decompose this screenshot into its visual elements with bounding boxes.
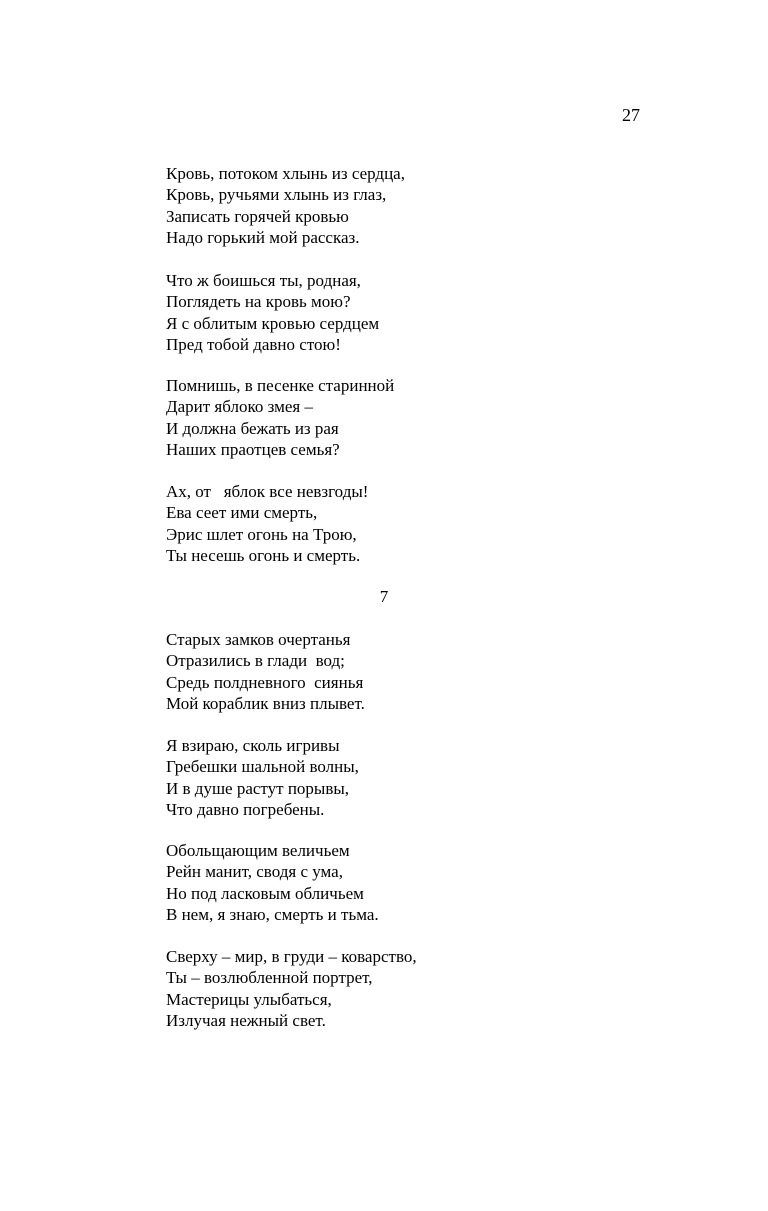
verse-line: Надо горький мой рассказ. — [166, 227, 360, 247]
verse-line: Записать горячей кровью — [166, 206, 349, 226]
poem-7-stanza-1 — [166, 629, 365, 714]
verse-line: Я с облитым кровью сердцем — [166, 313, 380, 333]
poem-7-stanza-2 — [166, 735, 359, 820]
verse-line: Пред тобой давно стою! — [166, 334, 341, 354]
verse-line: Ты – возлюбленной портрет, — [166, 968, 373, 988]
verse-line: Ева сеет ими смерть, — [166, 503, 318, 523]
poem-6-stanza-1 — [166, 163, 405, 248]
poem-7-stanza-3 — [166, 840, 379, 925]
verse-line: Ах, от яблок все невзгоды! — [166, 482, 369, 501]
verse-line: В нем, я знаю, смерть и тьма. — [166, 904, 379, 924]
verse-line: Дарит яблоко змея – — [166, 397, 313, 417]
verse-line: Ты несешь огонь и смерть. — [166, 545, 361, 565]
verse-line: Что ж боишься ты, родная, — [166, 271, 361, 290]
verse-line: Отразились в глади вод; — [166, 651, 345, 671]
verse-line: Эрис шлет огонь на Трою, — [166, 524, 357, 544]
verse-line: Что давно погребены. — [166, 799, 325, 819]
verse-line: Старых замков очертанья — [166, 630, 351, 649]
verse-line: Но под ласковым обличьем — [166, 883, 364, 903]
verse-line: Гребешки шальной волны, — [166, 757, 359, 777]
verse-line: Излучая нежный свет. — [166, 1010, 326, 1030]
verse-line: И должна бежать из рая — [166, 418, 339, 438]
verse-line: Средь полдневного сиянья — [166, 672, 364, 692]
verse-line: Мой кораблик вниз плывет. — [166, 693, 365, 713]
verse-line: Поглядеть на кровь мою? — [166, 292, 351, 312]
poem-7-stanza-4 — [166, 946, 417, 1031]
poem-6-stanza-3 — [166, 375, 394, 460]
page-number: 27 — [622, 105, 640, 125]
verse-line: Кровь, ручьями хлынь из глаз, — [166, 185, 387, 205]
poem-number: 7 — [379, 587, 389, 606]
verse-line: Сверху – мир, в груди – коварство, — [166, 947, 417, 966]
poem-6-stanza-2 — [166, 270, 379, 355]
verse-line: Я взираю, сколь игривы — [166, 736, 340, 755]
verse-line: И в душе растут порывы, — [166, 778, 350, 798]
verse-line: Наших праотцев семья? — [166, 439, 340, 459]
verse-line: Обольщающим величьем — [166, 841, 350, 860]
verse-line: Рейн манит, сводя с ума, — [166, 862, 343, 882]
verse-line: Мастерицы улыбаться, — [166, 989, 332, 1009]
verse-line: Помнишь, в песенке старинной — [166, 376, 395, 395]
poem-6-stanza-4 — [166, 481, 368, 566]
verse-line: Кровь, потоком хлынь из сердца, — [166, 164, 405, 183]
